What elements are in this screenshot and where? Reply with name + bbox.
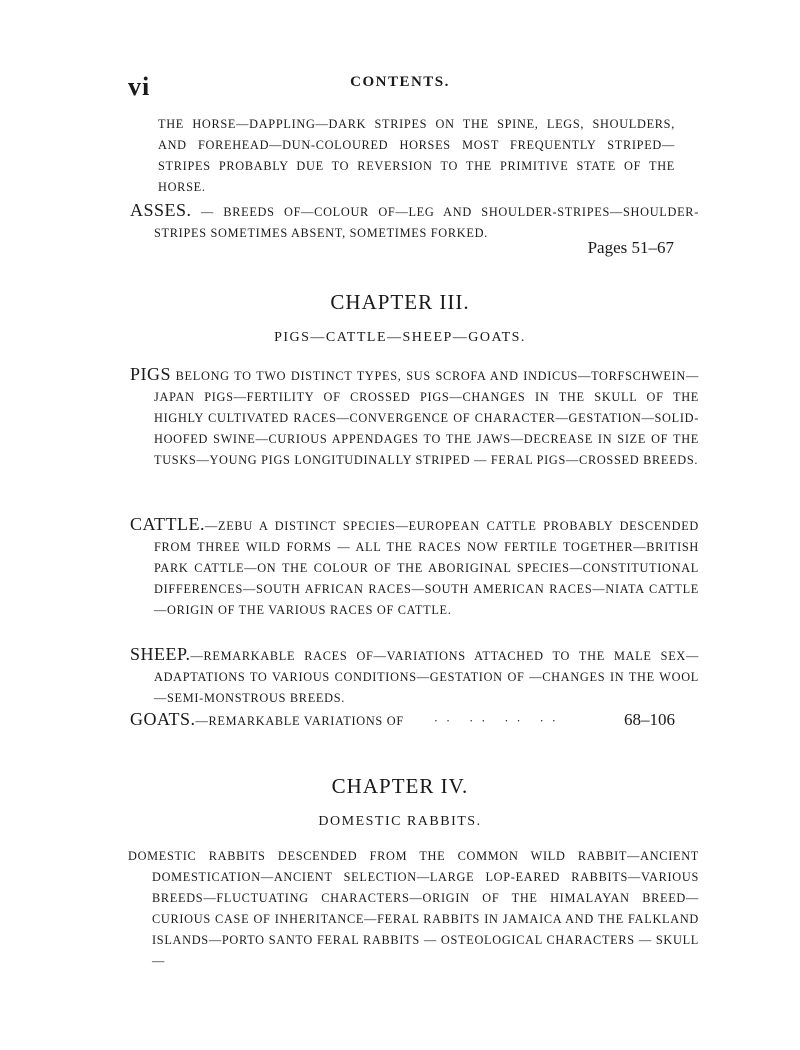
cattle-text: —ZEBU A DISTINCT SPECIES—EUROPEAN CATTLE PROBABLY DESCENDED FROM THREE WILD FORMS — ALL THE RACES NOW FERTILE TOGETHER—BRITISH PARK CATTLE—ON THE COLOUR OF THE ABORIGINAL SPECIES—CONSTITUTIONAL DIFFERENCES—SOUTH AFRICAN RACES—SOUTH AMERICAN RACES—NIATA CATTLE—ORIGIN OF THE VARIOUS RACES OF CATTLE. <box>154 519 699 617</box>
goats-lead: GOATS. <box>130 709 196 729</box>
goats-entry <box>130 709 675 732</box>
running-title: CONTENTS. <box>350 74 450 90</box>
page-header <box>0 62 800 102</box>
pigs-text: BELONG TO TWO DISTINCT TYPES, SUS SCROFA AND INDICUS—TORFSCHWEIN—JAPAN PIGS—FERTILITY OF CROSSED PIGS—CHANGES IN THE SKULL OF THE HIGHLY CULTIVATED RACES—CONVERGENCE OF CHARACTER—GESTATION—SOLID-HOOFED SWINE—CURIOUS APPENDAGES TO THE JAWS—DECREASE IN SIZE OF THE TUSKS—YOUNG PIGS LONGITUDINALLY STRIPED — FERAL PIGS—CROSSED BREEDS. <box>154 369 699 467</box>
sheep-entry <box>130 644 699 709</box>
asses-lead: ASSES. <box>130 200 192 220</box>
page-number: vi <box>128 72 151 101</box>
goats-text: —REMARKABLE VARIATIONS OF <box>195 714 404 728</box>
rabbits-entry <box>128 846 699 972</box>
chapter-3-title: CHAPTER III. <box>330 290 470 314</box>
chapter-3-subtitle: PIGS—CATTLE—SHEEP—GOATS. <box>274 330 526 345</box>
dot-leaders: ·· ·· ·· ·· <box>433 714 564 728</box>
sheep-lead: SHEEP. <box>130 644 191 664</box>
cattle-lead: CATTLE. <box>130 514 205 534</box>
pages-68-106: 68–106 <box>624 710 675 729</box>
horse-entry-continued <box>158 114 675 198</box>
pages-51-67: Pages 51–67 <box>587 238 674 257</box>
chapter-4-title: CHAPTER IV. <box>331 774 469 798</box>
cattle-entry <box>130 514 699 621</box>
pigs-entry <box>130 364 699 471</box>
asses-text: — BREEDS OF—COLOUR OF—LEG AND SHOULDER-STRIPES—SHOULDER-STRIPES SOMETIMES ABSENT, SOMETIMES FORKED. <box>154 205 699 240</box>
sheep-text: —REMARKABLE RACES OF—VARIATIONS ATTACHED TO THE MALE SEX—ADAPTATIONS TO VARIOUS CONDITIONS—GESTATION OF —CHANGES IN THE WOOL—SEMI-MONSTROUS BREEDS. <box>154 649 699 705</box>
rabbits-text: DOMESTIC RABBITS DESCENDED FROM THE COMMON WILD RABBIT—ANCIENT DOMESTICATION—ANCIENT SELECTION—LARGE LOP-EARED RABBITS—VARIOUS BREEDS—FLUCTUATING CHARACTERS—ORIGIN OF THE HIMALAYAN BREED—CURIOUS CASE OF INHERITANCE—FERAL RABBITS IN JAMAICA AND THE FALKLAND ISLANDS—PORTO SANTO FERAL RABBITS — OSTEOLOGICAL CHARACTERS — SKULL— <box>128 849 699 968</box>
chapter-4-subtitle: DOMESTIC RABBITS. <box>318 814 482 829</box>
horse-entry-text: THE HORSE—DAPPLING—DARK STRIPES ON THE SPINE, LEGS, SHOULDERS, AND FOREHEAD—DUN-COLOURED HORSES MOST FREQUENTLY STRIPED—STRIPES PROBABLY DUE TO REVERSION TO THE PRIMITIVE STATE OF THE HORSE. <box>158 117 675 194</box>
pigs-lead: PIGS <box>130 364 172 384</box>
